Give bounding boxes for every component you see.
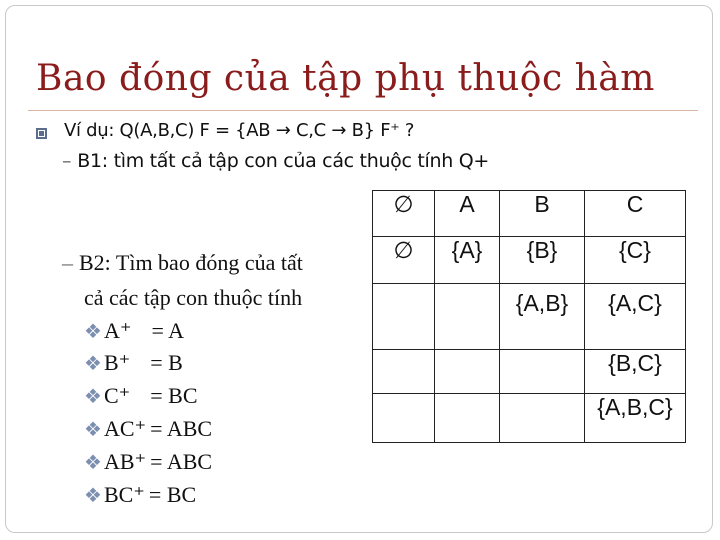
table-cell: ∅ (373, 237, 435, 284)
table-cell (373, 394, 435, 443)
table-cell-text: {A,C} (608, 290, 662, 316)
step1-line (62, 150, 489, 172)
closure-left: B⁺ (103, 350, 131, 375)
step2-line (62, 250, 303, 276)
closure-item (84, 449, 212, 475)
table-cell (435, 284, 500, 350)
diamond-bullet-icon: ❖ (84, 386, 102, 408)
closure-left: A⁺ (103, 318, 132, 343)
table-row (373, 350, 686, 394)
closure-right: = BC (150, 383, 198, 408)
table-cell (500, 284, 585, 350)
table-cell (435, 350, 500, 394)
diamond-bullet-icon: ❖ (84, 321, 102, 343)
closure-item (84, 416, 212, 442)
closure-item (84, 318, 184, 344)
closure-item (84, 482, 196, 508)
subsets-table (372, 190, 686, 443)
diamond-bullet-icon: ❖ (84, 485, 102, 507)
dash-marker: – (62, 250, 73, 275)
table-row (373, 237, 686, 284)
table-cell (373, 284, 435, 350)
table-cell (435, 394, 500, 443)
table-cell (500, 394, 585, 443)
closure-item (84, 350, 183, 376)
square-bullet-icon (36, 128, 47, 139)
step2-text-1: B2: Tìm bao đóng của tất (79, 250, 303, 275)
step2-text-2: cả các tập con thuộc tính (84, 285, 303, 310)
closure-right: = ABC (150, 449, 213, 474)
table-row (373, 284, 686, 350)
closure-item (84, 383, 198, 409)
title-divider (28, 110, 698, 111)
table-cell (585, 284, 686, 350)
closure-left: AB⁺ (103, 449, 147, 474)
table-header-cell: B (500, 191, 585, 237)
table-header-cell: ∅ (373, 191, 435, 237)
table-row (373, 191, 686, 237)
dash-marker: – (62, 150, 72, 172)
closure-right: = ABC (150, 416, 213, 441)
closure-left: C⁺ (103, 383, 131, 408)
table-cell-text: {A,B} (515, 290, 569, 316)
closure-left: AC⁺ (103, 416, 147, 441)
diamond-bullet-icon: ❖ (84, 452, 102, 474)
example-text: Ví dụ: Q(A,B,C) F = {AB → C,C → B} F⁺ ? (64, 120, 415, 141)
table-cell: {C} (585, 237, 686, 284)
table-cell: {B,C} (585, 350, 686, 394)
table-cell (373, 350, 435, 394)
closure-right: = BC (148, 482, 197, 507)
closure-right: = A (151, 318, 185, 343)
table-cell: {B} (500, 237, 585, 284)
closure-right: = B (150, 350, 183, 375)
slide-title: Bao đóng của tập phụ thuộc hàm (36, 58, 655, 99)
table-cell: {A,B,C} (585, 394, 686, 443)
diamond-bullet-icon: ❖ (84, 419, 102, 441)
table-cell: {A} (435, 237, 500, 284)
step1-text: B1: tìm tất cả tập con của các thuộc tính Q+ (77, 150, 490, 172)
diamond-bullet-icon: ❖ (84, 353, 102, 375)
closure-left: BC⁺ (103, 482, 145, 507)
table-header-cell: A (435, 191, 500, 237)
table-row (373, 394, 686, 443)
table-cell (500, 350, 585, 394)
table-header-cell: C (585, 191, 686, 237)
